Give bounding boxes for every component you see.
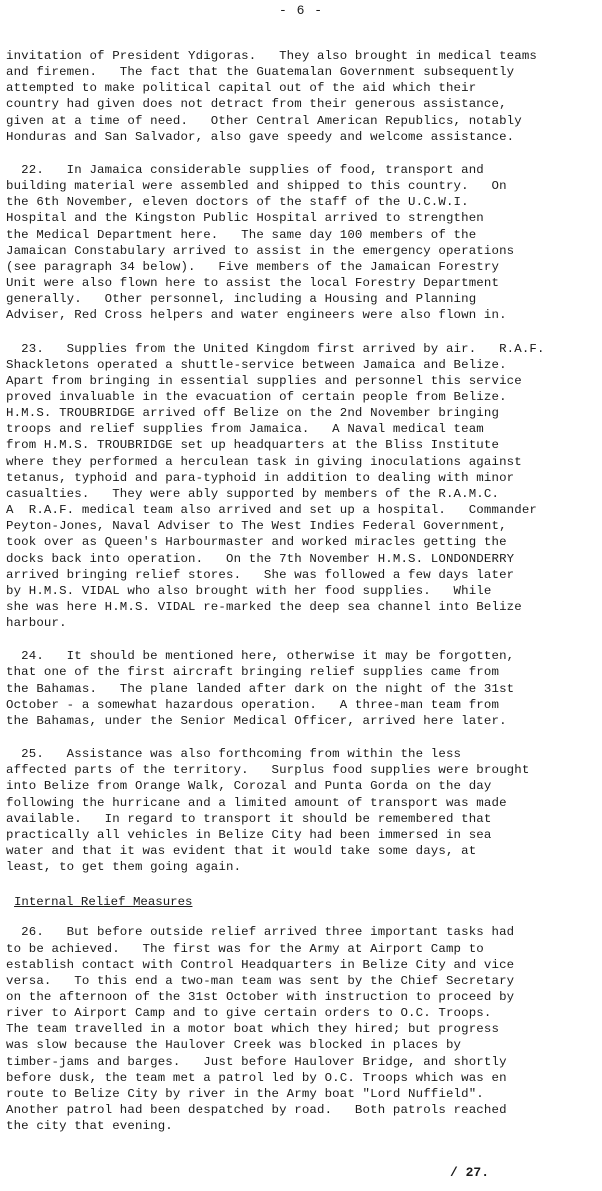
text-line: 24. It should be mentioned here, otherwise it may be forgotten, xyxy=(6,649,515,664)
text-line: to be achieved. The first was for the Army at Airport Camp to xyxy=(6,941,484,956)
text-line: docks back into operation. On the 7th November H.M.S. LONDONDERRY xyxy=(6,551,515,566)
text-line: country had given does not detract from their generous assistance, xyxy=(6,97,507,112)
text-line: Peyton-Jones, Naval Adviser to The West Indies Federal Government, xyxy=(6,519,507,534)
text-line: H.M.S. TROUBRIDGE arrived off Belize on the 2nd November bringing xyxy=(6,406,500,421)
text-line: 26. But before outside relief arrived three important tasks had xyxy=(6,925,515,940)
text-line: A R.A.F. medical team also arrived and set up a hospital. Commander xyxy=(6,503,537,518)
paragraph xyxy=(6,648,598,729)
text-line: generally. Other personnel, including a Housing and Planning xyxy=(6,292,477,307)
text-line: troops and relief supplies from Jamaica. A Naval medical team xyxy=(6,422,484,437)
text-line: the 6th November, eleven doctors of the staff of the U.C.W.I. xyxy=(6,195,469,210)
paragraph xyxy=(6,746,598,875)
text-line: harbour. xyxy=(6,616,67,631)
text-line: building material were assembled and shipped to this country. On xyxy=(6,179,507,194)
text-line: casualties. They were ably supported by members of the R.A.M.C. xyxy=(6,486,500,501)
continuation-marker: / 27. xyxy=(450,1165,490,1180)
text-line: 23. Supplies from the United Kingdom first arrived by air. R.A.F. xyxy=(6,341,545,356)
text-line: the Medical Department here. The same day 100 members of the xyxy=(6,227,477,242)
text-line: Apart from bringing in essential supplies and personnel this service xyxy=(6,373,522,388)
text-line: water and that it was evident that it would take some days, at xyxy=(6,844,477,859)
paragraph-list xyxy=(6,48,598,875)
text-line: into Belize from Orange Walk, Corozal and Punta Gorda on the day xyxy=(6,779,492,794)
text-line: (see paragraph 34 below). Five members of the Jamaican Forestry xyxy=(6,259,500,274)
text-line: Jamaican Constabulary arrived to assist in the emergency operations xyxy=(6,243,515,258)
text-line: The team travelled in a motor boat which they hired; but progress xyxy=(6,1022,500,1037)
text-line: Adviser, Red Cross helpers and water engineers were also flown in. xyxy=(6,308,507,323)
text-line: proved invaluable in the evacuation of certain people from Belize. xyxy=(6,389,507,404)
text-line: tetanus, typhoid and para-typhoid in addition to dealing with minor xyxy=(6,470,515,485)
text-line: the Bahamas. The plane landed after dark on the night of the 31st xyxy=(6,681,515,696)
text-line: river to Airport Camp and to give certain orders to O.C. Troops. xyxy=(6,1006,492,1021)
body-text xyxy=(6,48,598,1134)
text-line: invitation of President Ydigoras. They also brought in medical teams xyxy=(6,49,537,63)
text-line: Unit were also flown here to assist the local Forestry Department xyxy=(6,276,500,291)
text-line: October - a somewhat hazardous operation. A three-man team from xyxy=(6,697,500,712)
text-line: affected parts of the territory. Surplus food supplies were brought xyxy=(6,763,530,778)
text-line: on the afternoon of the 31st October with instruction to proceed by xyxy=(6,989,515,1004)
text-line: 25. Assistance was also forthcoming from within the less xyxy=(6,747,462,762)
text-line: that one of the first aircraft bringing relief supplies came from xyxy=(6,665,500,680)
text-line: Another patrol had been despatched by road. Both patrols reached xyxy=(6,1103,507,1118)
text-line: Honduras and San Salvador, also gave speedy and welcome assistance. xyxy=(6,129,515,144)
text-line: from H.M.S. TROUBRIDGE set up headquarters at the Bliss Institute xyxy=(6,438,500,453)
text-line: given at a time of need. Other Central American Republics, notably xyxy=(6,113,522,128)
text-line: establish contact with Control Headquarters in Belize City and vice xyxy=(6,957,515,972)
text-line: where they performed a herculean task in giving inoculations against xyxy=(6,454,522,469)
text-line: the Bahamas, under the Senior Medical Officer, arrived here later. xyxy=(6,713,507,728)
text-line: she was here H.M.S. VIDAL re-marked the deep sea channel into Belize xyxy=(6,600,522,614)
text-line: 22. In Jamaica considerable supplies of food, transport and xyxy=(6,162,484,177)
text-line: route to Belize City by river in the Army boat "Lord Nuffield". xyxy=(6,1086,484,1101)
text-line: was slow because the Haulover Creek was blocked in places by xyxy=(6,1038,462,1053)
paragraph-26 xyxy=(6,924,598,1134)
paragraph xyxy=(6,162,598,324)
text-line: timber-jams and barges. Just before Haulover Bridge, and shortly xyxy=(6,1054,507,1069)
text-line: arrived bringing relief stores. She was followed a few days later xyxy=(6,567,515,582)
text-line: the city that evening. xyxy=(6,1119,173,1134)
text-line: Hospital and the Kingston Public Hospital arrived to strengthen xyxy=(6,211,484,226)
paragraph xyxy=(6,48,598,145)
section-heading: Internal Relief Measures xyxy=(14,895,193,910)
text-line: versa. To this end a two-man team was sent by the Chief Secretary xyxy=(6,973,515,988)
text-line: by H.M.S. VIDAL who also brought with her food supplies. While xyxy=(6,583,492,598)
text-line: Shackletons operated a shuttle-service between Jamaica and Belize. xyxy=(6,357,507,372)
text-line: practically all vehicles in Belize City had been immersed in sea xyxy=(6,827,492,842)
paragraph xyxy=(6,341,598,632)
text-line: attempted to make political capital out of the aid which their xyxy=(6,81,477,96)
text-line: available. In regard to transport it should be remembered that xyxy=(6,811,492,826)
text-line: before dusk, the team met a patrol led by O.C. Troops which was en xyxy=(6,1070,507,1085)
text-line: following the hurricane and a limited amount of transport was made xyxy=(6,795,507,810)
text-line: took over as Queen's Harbourmaster and worked miracles getting the xyxy=(6,535,507,550)
text-line: least, to get them going again. xyxy=(6,860,242,875)
page-number: - 6 - xyxy=(278,3,323,18)
text-line: and firemen. The fact that the Guatemalan Government subsequently xyxy=(6,65,515,80)
